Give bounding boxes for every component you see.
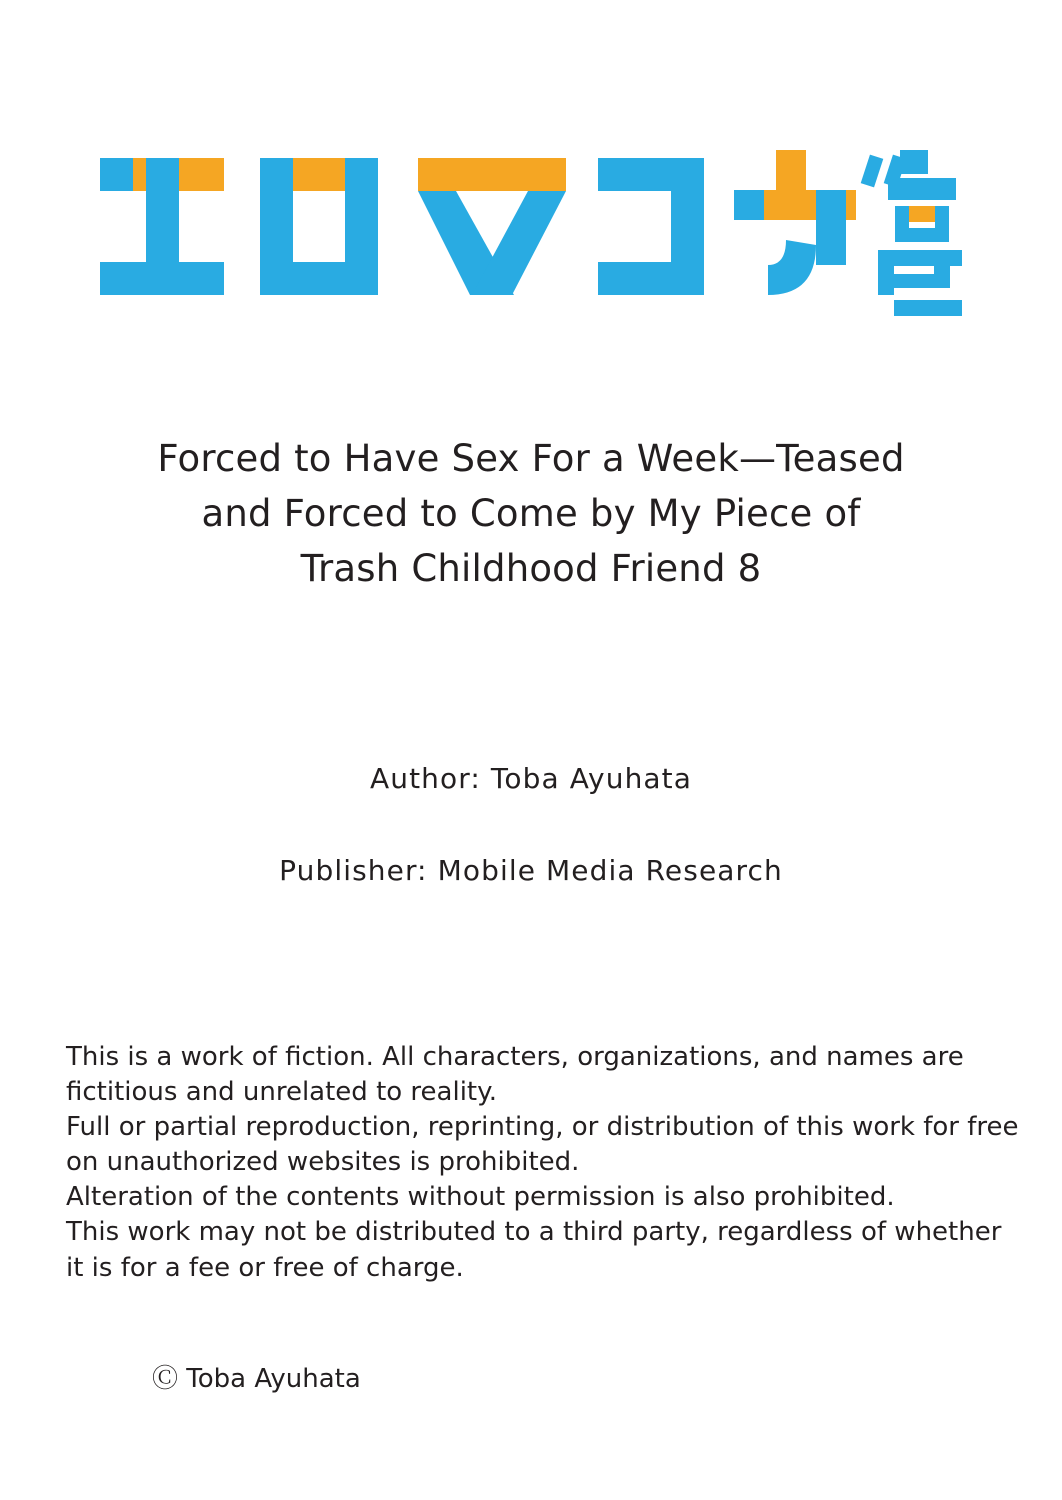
legal-line-fiction: This is a work of fiction. All characters, organizations, and names are fictitious and unrelated to reality.	[66, 1042, 964, 1108]
copyright-notice: Ⓒ Toba Ayuhata	[152, 1364, 361, 1394]
legal-notice	[66, 1040, 1026, 1286]
legal-line-alteration: Alteration of the contents without permission is also prohibited.	[66, 1182, 895, 1213]
credits-block	[0, 762, 1062, 887]
legal-line-reproduction: Full or partial reproduction, reprinting, or distribution of this work for free on unauthorized websites is prohibited.	[66, 1112, 1019, 1178]
legal-line-distribution: This work may not be distributed to a third party, regardless of whether it is for a fee or free of charge.	[66, 1217, 1002, 1283]
book-title: Forced to Have Sex For a Week—Teased and Forced to Come by My Piece of Trash Childhood Friend 8	[157, 437, 905, 590]
eromangatou-logo-icon	[100, 150, 962, 325]
publisher-logo	[100, 150, 962, 325]
publisher-line: Publisher: Mobile Media Research	[279, 853, 783, 887]
book-title-block	[0, 432, 1062, 596]
author-line: Author: Toba Ayuhata	[369, 762, 693, 795]
